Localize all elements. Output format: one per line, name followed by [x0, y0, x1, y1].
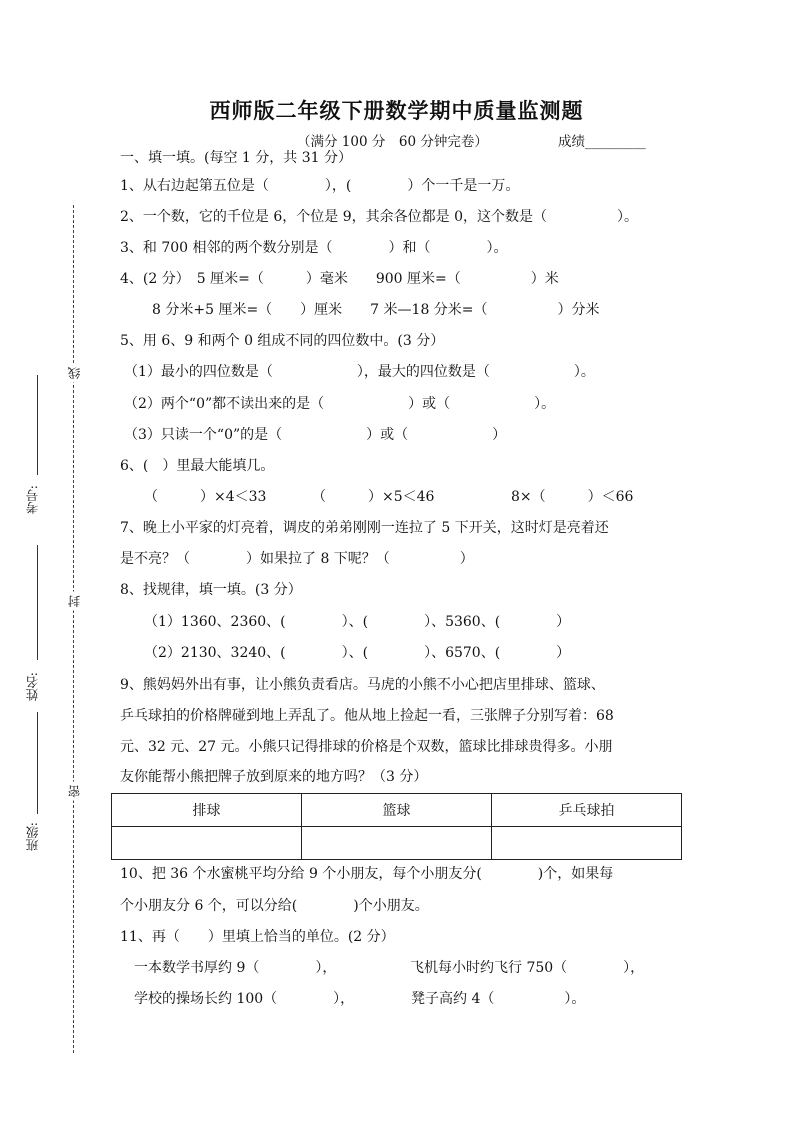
exam-title: 西师版二年级下册数学期中质量监测题 [209, 98, 584, 123]
question-8: 8、找规律，填一填。(3 分） [120, 582, 302, 598]
question-5-part-2: （2）两个“0”都不读出来的是（ ）或（ ）。 [124, 396, 556, 412]
question-11: 11、再（ ）里填上恰当的单位。(2 分） [120, 929, 395, 945]
question-11-item-2: 飞机每小时约飞行 750（ ）， [410, 960, 645, 976]
question-6-item-2: （ ）×5＜46 [312, 489, 435, 505]
question-10-line-2: 个小朋友分 6 个，可以分给( )个小朋友。 [120, 898, 429, 914]
question-7-line-2: 是不亮？（ ）如果拉了 8 下呢？（ ） [120, 551, 474, 567]
question-11-item-1: 一本数学书厚约 9（ ）， [134, 960, 337, 976]
seal-char-xian: 线 [66, 364, 84, 383]
kaohao-write-line[interactable] [37, 375, 38, 475]
question-2: 2、一个数，它的千位是 6，个位是 9，其余各位都是 0，这个数是（ ）。 [120, 209, 638, 225]
banji-write-line[interactable] [37, 712, 38, 814]
question-6: 6、( ）里最大能填几。 [120, 458, 275, 474]
question-9-line-1: 9、熊妈妈外出有事，让小熊负责看店。马虎的小熊不小心把店里排球、篮球、 [120, 677, 605, 693]
answer-cell-basketball[interactable] [302, 827, 492, 860]
header-pingpong-paddle: 乒乓球拍 [492, 794, 682, 827]
seal-char-mi: 密 [66, 782, 84, 801]
question-5: 5、用 6、9 和两个 0 组成不同的四位数中。(3 分） [120, 333, 445, 349]
section-heading: 一、填一填。(每空 1 分，共 31 分） [120, 150, 352, 166]
question-9-line-4: 友你能帮小熊把牌子放到原来的地方吗？（3 分） [120, 769, 428, 785]
price-table [111, 793, 682, 860]
seal-char-feng: 封 [66, 592, 84, 611]
question-5-part-1: （1）最小的四位数是（ ），最大的四位数是（ ）。 [124, 364, 595, 380]
answer-cell-volleyball[interactable] [112, 827, 302, 860]
question-4-line-1: 4、(2 分） 5 厘米=（ ）毫米 900 厘米=（ ）米 [120, 271, 559, 287]
price-table-header-row [112, 794, 682, 827]
header-basketball: 篮球 [302, 794, 492, 827]
question-3: 3、和 700 相邻的两个数分别是（ ）和（ ）。 [120, 240, 508, 256]
exam-subtitle: （满分 100 分 60 分钟完卷） [297, 134, 488, 150]
header-volleyball: 排球 [112, 794, 302, 827]
question-11-item-4: 凳子高约 4（ ）。 [411, 991, 586, 1007]
question-5-part-3: （3）只读一个“0”的是（ ）或（ ） [124, 427, 507, 443]
banji-label: 班级: [25, 822, 40, 852]
question-4-line-2: 8 分米+5 厘米=（ ）厘米 7 米—18 分米=（ ）分米 [152, 302, 600, 318]
question-8-part-1: （1）1360、2360、( ）、( ）、5360、( ） [144, 614, 571, 630]
price-table-answer-row [112, 827, 682, 860]
question-9-line-3: 元、32 元、27 元。小熊只记得排球的价格是个双数，篮球比排球贵得多。小朋 [120, 739, 613, 755]
question-9-line-2: 乒乓球拍的价格牌碰到地上弄乱了。他从地上捡起一看，三张牌子分别写着：68 [120, 708, 614, 724]
question-6-item-3: 8×（ ）＜66 [511, 489, 634, 505]
score-field[interactable]: 成绩_________ [558, 134, 646, 150]
answer-cell-pingpong-paddle[interactable] [492, 827, 682, 860]
question-8-part-2: （2）2130、3240、( ）、( ）、6570、( ） [144, 645, 571, 661]
kaohao-label: 考号: [25, 485, 40, 515]
question-6-item-1: （ ）×4＜33 [144, 489, 267, 505]
question-11-item-3: 学校的操场长约 100（ ）， [134, 991, 355, 1007]
question-1: 1、从右边起第五位是（ ），( ）个一千是一万。 [120, 178, 520, 194]
question-10-line-1: 10、把 36 个水蜜桃平均分给 9 个小朋友，每个小朋友分( )个，如果每 [120, 866, 614, 882]
xingming-write-line[interactable] [37, 545, 38, 660]
xingming-label: 姓名: [25, 672, 40, 702]
binding-dashed-line [73, 205, 74, 1053]
question-7-line-1: 7、晚上小平家的灯亮着，调皮的弟弟刚刚一连拉了 5 下开关，这时灯是亮着还 [120, 520, 609, 536]
